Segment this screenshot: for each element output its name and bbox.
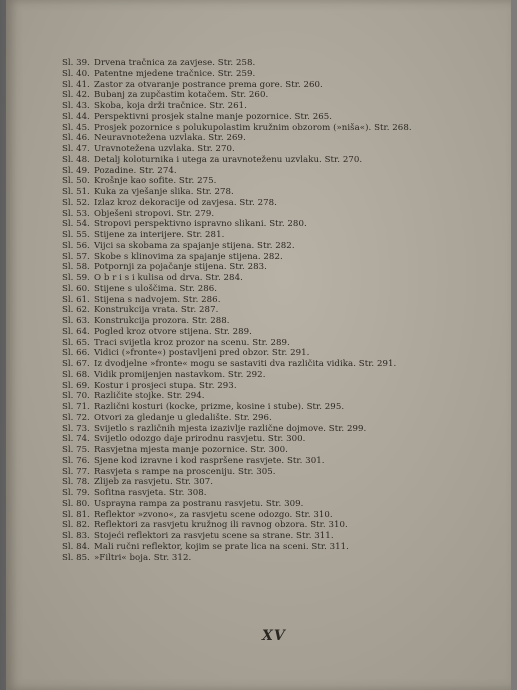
- figure-number: Sl. 51.: [62, 187, 90, 197]
- figure-caption: Reflektor »zvono«, za rasvjetu scene odozgo. Str. 310.: [94, 509, 333, 520]
- figure-number: Sl. 80.: [62, 498, 90, 509]
- figure-caption: Skobe s klinovima za spajanje stijena. 282.: [94, 251, 283, 262]
- figure-number: Sl. 61.: [62, 294, 90, 305]
- list-item: [62, 123, 502, 134]
- list-item: [62, 273, 502, 284]
- list-item: [62, 477, 502, 488]
- figure-number: Sl. 60.: [62, 283, 90, 294]
- figure-number: Sl. 65.: [62, 337, 90, 348]
- figure-caption: Sofitna rasvjeta. Str. 308.: [94, 488, 207, 498]
- figure-number: Sl. 66.: [62, 348, 90, 359]
- figure-caption: Stijena s nadvojem. Str. 286.: [94, 294, 221, 305]
- figure-number: Sl. 68.: [62, 369, 90, 380]
- figure-caption: Patentne mjedene tračnice. Str. 259.: [94, 68, 256, 79]
- book-page: [6, 0, 511, 690]
- figure-number: Sl. 64.: [62, 326, 90, 337]
- figure-caption: Stijene s uloščima. Str. 286.: [94, 283, 218, 294]
- figure-caption: Vidik promijenjen nastavkom. Str. 292.: [94, 369, 266, 380]
- figure-number: Sl. 56.: [62, 240, 90, 251]
- list-item: [62, 424, 502, 435]
- figure-caption: Konstrukcija vrata. Str. 287.: [94, 305, 219, 316]
- list-item: [62, 391, 502, 402]
- figure-caption: Mali ručni reflektor, kojim se prate lica na sceni. Str. 311.: [94, 541, 349, 552]
- list-item: [62, 327, 502, 338]
- list-item: [62, 305, 502, 316]
- list-item: [62, 219, 502, 230]
- figure-caption: Stijene za interijere. Str. 281.: [94, 230, 225, 240]
- figure-caption: Izlaz kroz dekoracije od zavjesa. Str. 278.: [94, 197, 277, 208]
- list-item: [62, 316, 502, 327]
- figure-number: Sl. 70.: [62, 391, 90, 402]
- list-item: [62, 198, 502, 209]
- list-item: [62, 80, 502, 91]
- figure-number: Sl. 49.: [62, 165, 90, 176]
- list-item: [62, 499, 502, 510]
- figure-caption: Skoba, koja drži tračnice. Str. 261.: [94, 101, 247, 111]
- figure-caption: Svijetlo odozgo daje prirodnu rasvjetu. Str. 300.: [94, 434, 306, 445]
- figure-number: Sl. 46.: [62, 133, 90, 144]
- list-item: [62, 166, 502, 177]
- figure-caption: Pogled kroz otvore stijena. Str. 289.: [94, 326, 252, 337]
- list-item: [62, 284, 502, 295]
- list-item: [62, 542, 502, 553]
- list-item: [62, 370, 502, 381]
- figure-caption: Vidici (»fronte«) postavljeni pred obzor. Str. 291.: [94, 348, 310, 359]
- figure-number: Sl. 39.: [62, 58, 90, 68]
- figure-number: Sl. 40.: [62, 68, 90, 79]
- figure-number: Sl. 63.: [62, 316, 90, 326]
- figure-number: Sl. 73.: [62, 423, 90, 434]
- figure-number: Sl. 84.: [62, 541, 90, 552]
- figure-number: Sl. 53.: [62, 208, 90, 219]
- figure-number: Sl. 44.: [62, 111, 90, 122]
- figure-number: Sl. 76.: [62, 455, 90, 466]
- list-item: [62, 531, 502, 542]
- page-number: XV: [262, 628, 286, 644]
- figure-number: Sl. 42.: [62, 90, 90, 101]
- figure-caption: Detalj koloturnika i utega za uravnoteženu uzvlaku. Str. 270.: [94, 154, 363, 165]
- list-item: [62, 230, 502, 241]
- figure-caption: Zlijeb za rasvjetu. Str. 307.: [94, 477, 214, 488]
- list-item: [62, 520, 502, 531]
- figure-number: Sl. 72.: [62, 412, 90, 423]
- list-item: [62, 467, 502, 478]
- list-item: [62, 58, 502, 69]
- figure-number: Sl. 43.: [62, 101, 90, 111]
- list-item: [62, 434, 502, 445]
- figure-caption: Rasvjetna mjesta manje pozornice. Str. 300.: [94, 445, 288, 455]
- list-item: [62, 456, 502, 467]
- figure-number: Sl. 79.: [62, 488, 90, 498]
- figure-number: Sl. 83.: [62, 531, 90, 541]
- list-item: [62, 252, 502, 263]
- figure-number: Sl. 85.: [62, 552, 90, 563]
- figure-caption: Zastor za otvaranje postrance prema gore. Str. 260.: [94, 79, 323, 90]
- figure-caption: Iz dvodjelne »fronte« mogu se sastaviti dva različita vidika. Str. 291.: [94, 359, 397, 369]
- figure-caption: Različni kosturi (kocke, prizme, kosine i stube). Str. 295.: [94, 402, 345, 412]
- list-item: [62, 90, 502, 101]
- figure-caption: »Filtri« boja. Str. 312.: [94, 552, 192, 563]
- figure-caption: Uravnotežena uzvlaka. Str. 270.: [94, 144, 235, 154]
- figure-caption: Kuka za vješanje slika. Str. 278.: [94, 187, 234, 197]
- figure-caption: Krošnje kao sofite. Str. 275.: [94, 176, 217, 187]
- figure-number: Sl. 82.: [62, 520, 90, 531]
- figure-caption: Traci svijetla kroz prozor na scenu. Str. 289.: [94, 337, 290, 348]
- figure-number: Sl. 59.: [62, 273, 90, 283]
- figure-number: Sl. 58.: [62, 262, 90, 273]
- figure-caption: Bubanj za zupčastim kotačem. Str. 260.: [94, 90, 269, 101]
- list-item: [62, 133, 502, 144]
- figure-number: Sl. 48.: [62, 154, 90, 165]
- list-item: [62, 381, 502, 392]
- figure-caption: Potpornji za pojačanje stijena. Str. 283.: [94, 262, 267, 273]
- figure-caption: Vijci sa skobama za spajanje stijena. Str. 282.: [94, 240, 295, 251]
- figure-caption: Perspektivni prosjek stalne manje pozornice. Str. 265.: [94, 111, 333, 122]
- figure-number: Sl. 78.: [62, 477, 90, 488]
- figure-caption: Otvori za gledanje u gledalište. Str. 296.: [94, 412, 272, 423]
- list-item: [62, 488, 502, 499]
- list-item: [62, 295, 502, 306]
- list-item: [62, 209, 502, 220]
- figure-caption: Reflektori za rasvjetu kružnog ili ravnog obzora. Str. 310.: [94, 520, 348, 531]
- figure-number: Sl. 47.: [62, 144, 90, 154]
- list-item: [62, 144, 502, 155]
- figure-number: Sl. 54.: [62, 219, 90, 230]
- list-item: [62, 338, 502, 349]
- figure-number: Sl. 45.: [62, 122, 90, 133]
- figure-caption: Kostur i prosjeci stupa. Str. 293.: [94, 380, 237, 391]
- list-item: [62, 359, 502, 370]
- figure-caption: Svijetlo s različnih mjesta izazivlje različne dojmove. Str. 299.: [94, 423, 367, 434]
- list-item: [62, 402, 502, 413]
- list-item: [62, 510, 502, 521]
- figure-caption: O b r i s i kulisa od drva. Str. 284.: [94, 273, 243, 283]
- list-item: [62, 413, 502, 424]
- figure-caption: Različite stojke. Str. 294.: [94, 391, 205, 402]
- list-item: [62, 241, 502, 252]
- figure-caption: Prosjek pozornice s polukupolastim kružnim obzorom (»niša«). Str. 268.: [94, 122, 412, 133]
- figure-number: Sl. 71.: [62, 402, 90, 412]
- figure-number: Sl. 69.: [62, 380, 90, 391]
- figure-number: Sl. 41.: [62, 79, 90, 90]
- figure-caption: Drvena tračnica za zavjese. Str. 258.: [94, 58, 256, 68]
- figure-caption: Obješeni stropovi. Str. 279.: [94, 208, 215, 219]
- list-item: [62, 112, 502, 123]
- list-item: [62, 155, 502, 166]
- figure-number: Sl. 50.: [62, 176, 90, 187]
- figure-caption: Sjene kod izravne i kod raspršene rasvjete. Str. 301.: [94, 455, 325, 466]
- figure-number: Sl. 81.: [62, 509, 90, 520]
- list-item: [62, 101, 502, 112]
- figure-caption: Neuravnotežena uzvlaka. Str. 269.: [94, 133, 246, 144]
- figure-number: Sl. 52.: [62, 197, 90, 208]
- list-item: [62, 262, 502, 273]
- figure-caption: Rasvjeta s rampe na prosceniju. Str. 305.: [94, 466, 276, 477]
- figure-number: Sl. 55.: [62, 230, 90, 240]
- figure-number: Sl. 74.: [62, 434, 90, 445]
- figure-number: Sl. 77.: [62, 466, 90, 477]
- list-item: [62, 69, 502, 80]
- figure-number: Sl. 62.: [62, 305, 90, 316]
- figure-number: Sl. 57.: [62, 251, 90, 262]
- figure-caption: Stropovi perspektivno ispravno slikani. Str. 280.: [94, 219, 307, 230]
- list-item: [62, 187, 502, 198]
- figure-caption: Pozadine. Str. 274.: [94, 165, 177, 176]
- figure-number: Sl. 75.: [62, 445, 90, 455]
- figure-list: [62, 58, 502, 563]
- list-item: [62, 445, 502, 456]
- figure-number: Sl. 67.: [62, 359, 90, 369]
- list-item: [62, 176, 502, 187]
- figure-caption: Usprayna rampa za postranu rasvjetu. Str. 309.: [94, 498, 304, 509]
- figure-caption: Konstrukcija prozora. Str. 288.: [94, 316, 230, 326]
- figure-caption: Stojeći reflektori za rasvjetu scene sa strane. Str. 311.: [94, 531, 334, 541]
- list-item: [62, 553, 502, 564]
- list-item: [62, 348, 502, 359]
